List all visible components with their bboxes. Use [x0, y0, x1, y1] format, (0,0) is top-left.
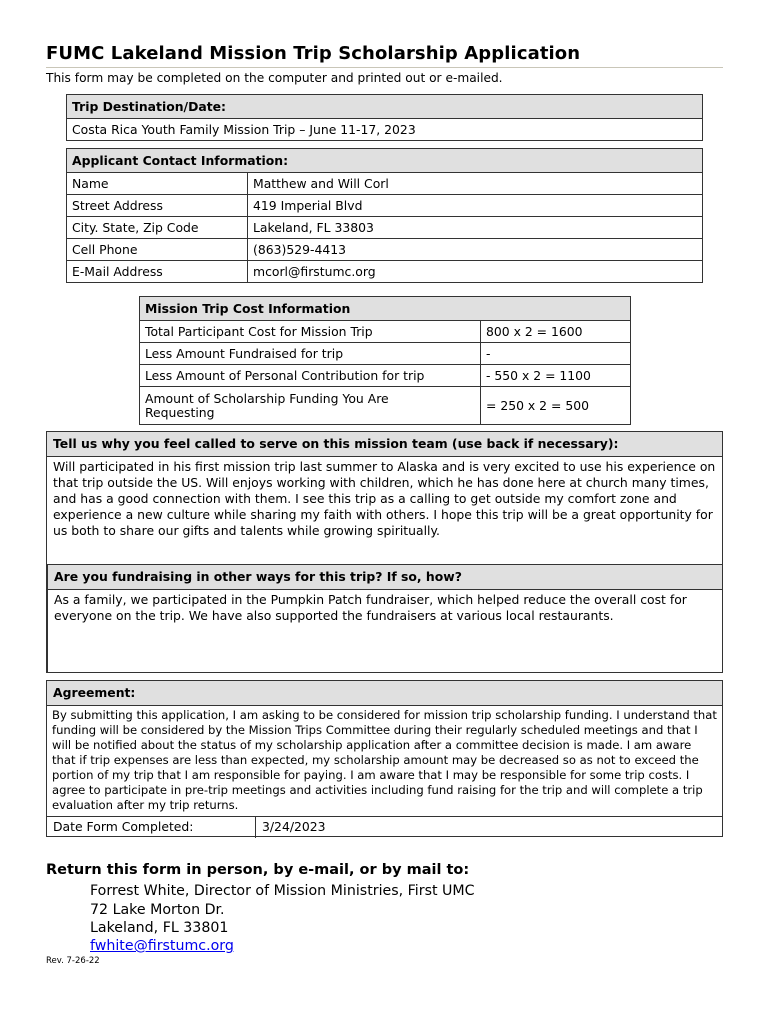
agreement-text: By submitting this application, I am asking to be considered for mission trip scholarship funding. I understand that funding will be considered by the Mission Trips Committee during their regularly scheduled meetings and that I will be notified about the status of my scholarship application after a committee decision is made. I am aware that if trip expenses are less than expected, my scholarship amount may be decreased so as not to exceed the portion of my trip that I am responsible for paying. I am aware that I may be responsible for some trip costs. I agree to participate in pre-trip meetings and activities including fund raising for the trip and will complete a trip evaluation after my trip returns. [52, 708, 717, 812]
fundraising-text[interactable]: As a family, we participated in the Pumpkin Patch fundraiser, which helped reduce the overall cost for everyone on the trip. We have also supported the fundraisers at various local restaurants. [54, 592, 687, 623]
revision-note: Rev. 7-26-22 [46, 956, 100, 966]
email-field[interactable]: mcorl@firstumc.org [248, 261, 703, 283]
city-state-zip-field[interactable]: Lakeland, FL 33803 [248, 217, 703, 239]
trip-table [66, 94, 703, 141]
contact-field: City. State, Zip Code [67, 217, 248, 239]
trip-label: Trip Destination/Date: [67, 95, 703, 119]
date-label: Date Form Completed: [53, 819, 194, 834]
contact-field: Cell Phone [67, 239, 248, 261]
name-field[interactable]: Matthew and Will Corl [248, 173, 703, 195]
contact-field: Street Address [67, 195, 248, 217]
return-address-line: 72 Lake Morton Dr. [90, 902, 225, 918]
scholarship-request-field[interactable]: = 250 x 2 = 500 [481, 387, 631, 425]
title-divider [46, 67, 723, 68]
cost-field: Amount of Scholarship Funding You Are Requesting [140, 387, 481, 425]
cost-field: Less Amount of Personal Contribution for trip [140, 365, 481, 387]
fundraised-field[interactable]: - [481, 343, 631, 365]
fundraising-label: Are you fundraising in other ways for this trip? If so, how? [48, 565, 722, 590]
return-address-line: Lakeland, FL 33801 [90, 920, 229, 936]
agreement-section [46, 680, 723, 837]
calling-text[interactable]: Will participated in his first mission trip last summer to Alaska and is very excited to use his experience on that trip outside the US. Will enjoys working with children, which he has done here at church many times, and has a good connection with them. I see this trip as a calling to get outside my comfort zone and experience a new culture while sharing my faith with others. I hope this trip will be a great opportunity for us both to share our gifts and talents while growing spiritually. [53, 459, 716, 538]
contact-field: E-Mail Address [67, 261, 248, 283]
agreement-label: Agreement: [47, 681, 722, 706]
page-title: FUMC Lakeland Mission Trip Scholarship Application [46, 43, 581, 64]
contact-field: Name [67, 173, 248, 195]
cost-field: Less Amount Fundraised for trip [140, 343, 481, 365]
cost-field: Total Participant Cost for Mission Trip [140, 321, 481, 343]
contact-table [66, 148, 703, 283]
page-subtitle: This form may be completed on the computer and printed out or e-mailed. [46, 71, 503, 85]
cell-phone-field[interactable]: (863)529-4413 [248, 239, 703, 261]
total-cost-field[interactable]: 800 x 2 = 1600 [481, 321, 631, 343]
cost-table [139, 296, 631, 425]
personal-contribution-field[interactable]: - 550 x 2 = 1100 [481, 365, 631, 387]
return-address-line: Forrest White, Director of Mission Ministries, First UMC [90, 883, 475, 899]
calling-section [46, 431, 723, 565]
trip-value[interactable]: Costa Rica Youth Family Mission Trip – June 11-17, 2023 [67, 119, 703, 141]
return-heading: Return this form in person, by e-mail, or by mail to: [46, 862, 470, 878]
street-address-field[interactable]: 419 Imperial Blvd [248, 195, 703, 217]
date-row [47, 816, 722, 838]
cost-label: Mission Trip Cost Information [140, 297, 631, 321]
contact-label: Applicant Contact Information: [67, 149, 703, 173]
date-completed-field[interactable]: 3/24/2023 [262, 819, 326, 834]
calling-label: Tell us why you feel called to serve on this mission team (use back if necessary): [47, 432, 722, 457]
fundraising-section [46, 564, 723, 673]
return-email-link[interactable]: fwhite@firstumc.org [90, 938, 234, 954]
date-divider [255, 817, 256, 838]
